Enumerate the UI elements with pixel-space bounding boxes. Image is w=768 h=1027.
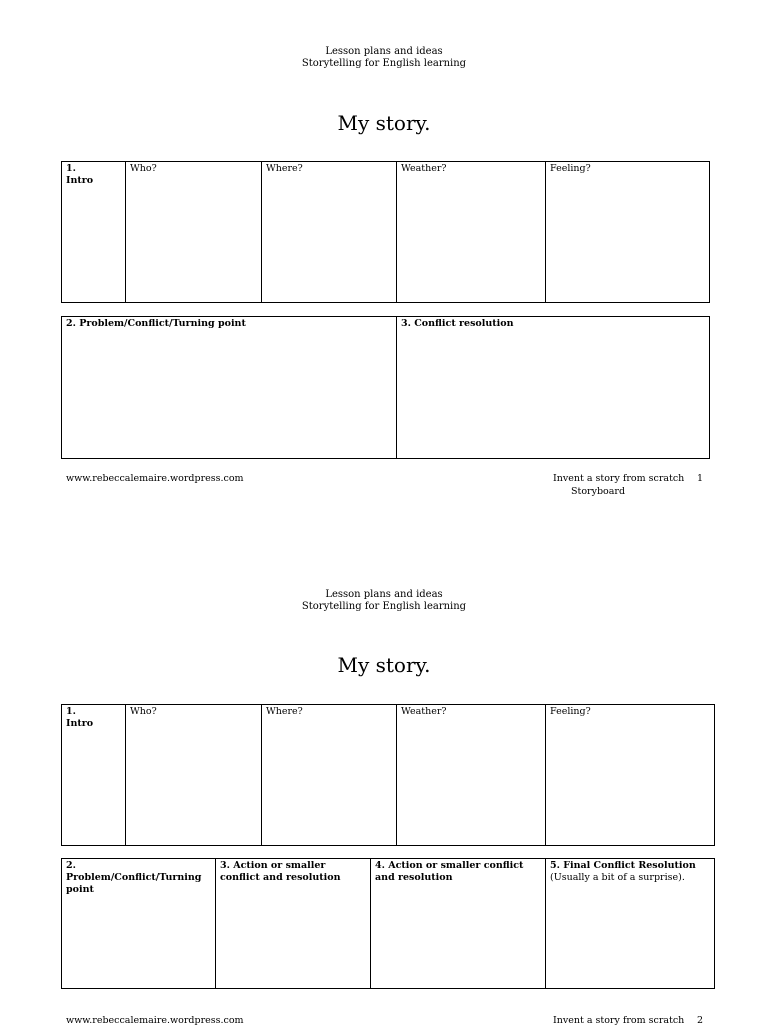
page1-intro-label[interactable]: 1. Intro — [62, 162, 126, 303]
page2-final-label: 5. Final Conflict Resolution — [550, 860, 696, 871]
page1-title: My story. — [337, 111, 431, 135]
page2-footer-page: 2 — [697, 1015, 704, 1026]
page1-problem-cell[interactable]: 2. Problem/Conflict/Turning point — [62, 317, 397, 459]
page2-problem-cell[interactable]: 2. Problem/Conflict/Turning point — [62, 859, 216, 989]
page1-who-cell[interactable]: Who? — [126, 162, 262, 303]
page1-footer-page: 1 — [697, 473, 704, 484]
page1-weather-cell[interactable]: Weather? — [397, 162, 546, 303]
page2-action2-cell[interactable]: 4. Action or smaller conflict and resolution — [371, 859, 546, 989]
page1-header-line2: Storytelling for English learning — [301, 58, 467, 69]
page1-footer-site: www.rebeccalemaire.wordpress.com — [66, 473, 244, 484]
page2-header-line1: Lesson plans and ideas — [325, 589, 443, 600]
page2-feeling-cell[interactable]: Feeling? — [546, 705, 715, 846]
page2-where-cell[interactable]: Where? — [262, 705, 397, 846]
page2-final-cell[interactable] — [546, 859, 715, 989]
page1-footer-sub: Storyboard — [571, 486, 626, 497]
page2-final-note: (Usually a bit of a surprise). — [550, 872, 685, 883]
page1-footer-doc: Invent a story from scratch — [553, 473, 685, 484]
page1-where-cell[interactable]: Where? — [262, 162, 397, 303]
page2-who-cell[interactable]: Who? — [126, 705, 262, 846]
page2-footer-site: www.rebeccalemaire.wordpress.com — [66, 1015, 244, 1026]
page2-footer-doc: Invent a story from scratch — [553, 1015, 685, 1026]
page2-header-line2: Storytelling for English learning — [301, 601, 467, 612]
page2-conflict-table — [61, 858, 715, 989]
page2-weather-cell[interactable]: Weather? — [397, 705, 546, 846]
page1-conflict-table — [61, 316, 710, 459]
page2-intro-table — [61, 704, 715, 846]
page1-resolution-cell[interactable]: 3. Conflict resolution — [397, 317, 710, 459]
page1-header-line1: Lesson plans and ideas — [325, 46, 443, 57]
page2-intro-label[interactable]: 1. Intro — [62, 705, 126, 846]
page1-intro-table — [61, 161, 710, 303]
page2-action1-cell[interactable]: 3. Action or smaller conflict and resolution — [216, 859, 371, 989]
page2-title: My story. — [337, 653, 431, 677]
page1-feeling-cell[interactable]: Feeling? — [546, 162, 710, 303]
